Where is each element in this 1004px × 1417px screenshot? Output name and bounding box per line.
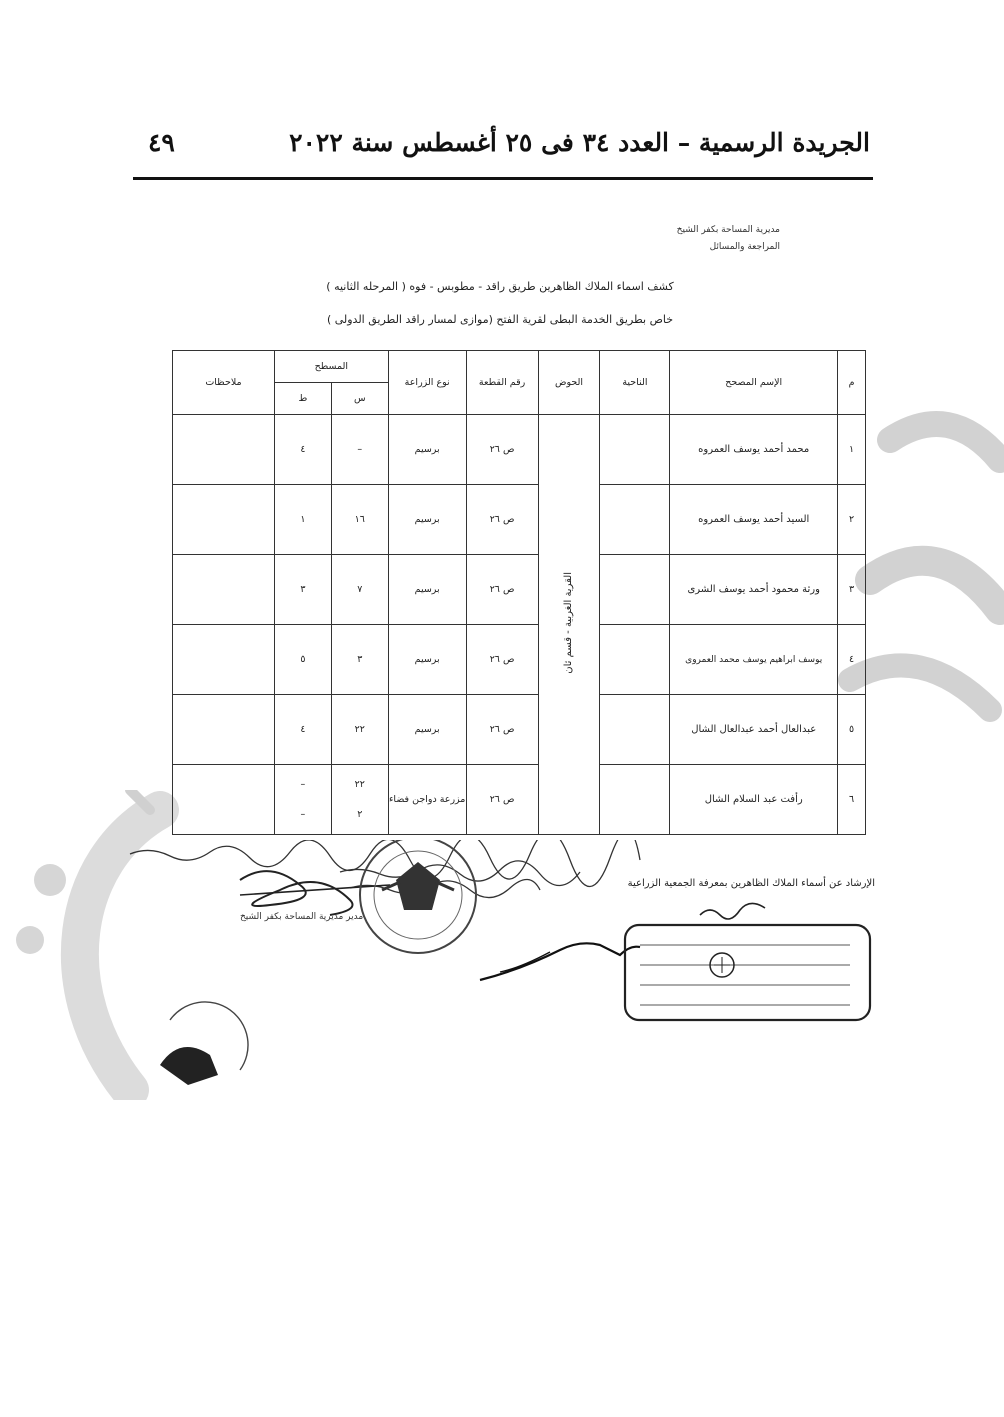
notes-cell [173, 765, 275, 835]
district-cell [600, 765, 670, 835]
office-line-1: مديرية المساحة بكفر الشيخ [676, 225, 780, 235]
owner-name: رأفت عبد السلام الشال [670, 765, 838, 835]
page-header [140, 128, 870, 168]
header-district: الناحية [600, 351, 670, 415]
header-num: م [838, 351, 866, 415]
table-row [173, 555, 866, 625]
area-sahm [331, 765, 388, 835]
district-cell [600, 485, 670, 555]
basin-value: القرية الغربية - قسم ثان [563, 572, 575, 674]
header-divider [133, 177, 873, 180]
round-stamp-icon [160, 1002, 248, 1085]
parcel-number: ص ٢٦ [466, 695, 538, 765]
owner-name: عبدالعال أحمد عبدالعال الشال [670, 695, 838, 765]
area-sahm-1: ٢٢ [354, 778, 365, 790]
parcel-number: ص ٢٦ [466, 765, 538, 835]
area-qirat: ١ [274, 485, 331, 555]
area-qirat-2: – [300, 808, 306, 820]
table-row [173, 695, 866, 765]
area-sahm-2: ٢ [357, 808, 363, 820]
area-sahm: ٢٢ [331, 695, 388, 765]
district-cell [600, 625, 670, 695]
office-line-2: المراجعة والمسائل [709, 242, 780, 252]
header-area: المسطح [274, 351, 388, 383]
area-qirat-1: – [300, 778, 306, 790]
area-sahm: ٧ [331, 555, 388, 625]
table-row [173, 765, 866, 835]
row-num: ٦ [838, 765, 866, 835]
eagle-seal-icon [360, 840, 476, 953]
area-sahm: ٣ [331, 625, 388, 695]
row-num: ١ [838, 415, 866, 485]
row-num: ٣ [838, 555, 866, 625]
table-row [173, 415, 866, 485]
office-signature-label: مدير مديرية المساحة بكفر الشيخ [240, 912, 364, 922]
notes-cell [173, 415, 275, 485]
signature-icon [480, 943, 640, 980]
gazette-title: الجريدة الرسمية – العدد ٣٤ فى ٢٥ أغسطس سنة ٢٠٢٢ [289, 128, 870, 157]
parcel-number: ص ٢٦ [466, 415, 538, 485]
parcel-number: ص ٢٦ [466, 555, 538, 625]
crop-type: برسيم [388, 625, 466, 695]
table-row [173, 625, 866, 695]
owners-table [172, 350, 866, 835]
area-qirat: ٥ [274, 625, 331, 695]
parcel-number: ص ٢٦ [466, 485, 538, 555]
signature-icon [700, 903, 765, 919]
crop-type: برسيم [388, 555, 466, 625]
document-subtitle: خاص بطريق الخدمة البطى لقرية الفتح (موازى لمسار راقد الطريق الدولى ) [326, 313, 674, 326]
guidance-note: الإرشاد عن أسماء الملاك الظاهرين بمعرفة الجمعية الزراعية [627, 878, 875, 889]
area-qirat: ٤ [274, 695, 331, 765]
area-sahm: ١٦ [331, 485, 388, 555]
header-notes: ملاحظات [173, 351, 275, 415]
crop-type: برسيم [388, 415, 466, 485]
area-qirat: ٤ [274, 415, 331, 485]
owner-name: السيد أحمد يوسف العمروه [670, 485, 838, 555]
parcel-number: ص ٢٦ [466, 625, 538, 695]
row-num: ٢ [838, 485, 866, 555]
row-num: ٤ [838, 625, 866, 695]
district-cell [600, 695, 670, 765]
header-sahm: س [331, 383, 388, 415]
area-sahm: – [331, 415, 388, 485]
notes-cell [173, 695, 275, 765]
area-qirat: ٣ [274, 555, 331, 625]
crop-type: برسيم [388, 485, 466, 555]
owner-name: ورثة محمود أحمد يوسف الشرى [670, 555, 838, 625]
notes-cell [173, 555, 275, 625]
row-num: ٥ [838, 695, 866, 765]
owner-name: يوسف ابراهيم يوسف محمد العمروى [670, 625, 838, 695]
signatures-and-seals [100, 840, 900, 1100]
header-parcel: رقم القطعة [466, 351, 538, 415]
crop-type: برسيم [388, 695, 466, 765]
cooperative-stamp-icon [625, 925, 870, 1020]
header-basin: الحوض [538, 351, 600, 415]
district-cell [600, 555, 670, 625]
area-qirat [274, 765, 331, 835]
basin-cell [538, 415, 600, 835]
page-number: ٤٩ [148, 128, 175, 157]
issuing-office [640, 222, 780, 256]
district-cell [600, 415, 670, 485]
signature-icon [240, 871, 353, 915]
notes-cell [173, 625, 275, 695]
owner-name: محمد أحمد يوسف العمروه [670, 415, 838, 485]
notes-cell [173, 485, 275, 555]
crop-type: مزرعة دواجن فضاء [388, 765, 466, 835]
header-qirat: ط [274, 383, 331, 415]
document-title: كشف اسماء الملاك الظاهرين طريق راقد - مطوبس - فوه ( المرحله الثانيه ) [326, 280, 674, 293]
header-crop: نوع الزراعة [388, 351, 466, 415]
header-name: الإسم المصحح [670, 351, 838, 415]
table-row [173, 485, 866, 555]
